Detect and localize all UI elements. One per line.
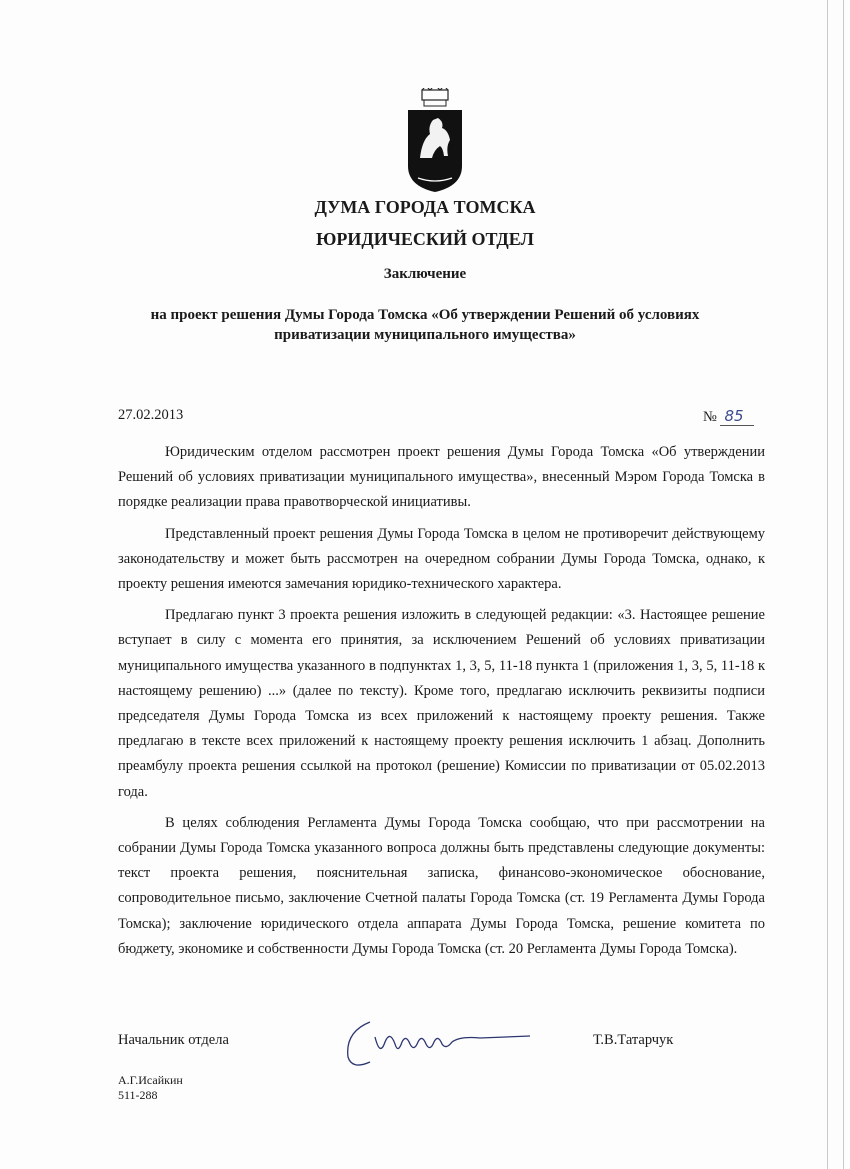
scan-edge-line bbox=[843, 0, 844, 1169]
number-value: 85 bbox=[720, 407, 753, 426]
signatory-title: Начальник отдела bbox=[118, 1032, 229, 1048]
executor-phone: 511-288 bbox=[118, 1088, 158, 1102]
document-body bbox=[118, 440, 765, 968]
body-paragraph: В целях соблюдения Регламента Думы Города Томска сообщаю, что при рассмотрении на собрании Думы Города Томска указанного вопроса должны быть представлены следующие документы: текст проекта решения, пояснительная записка, финансово-экономическое обоснование, сопроводительное письмо, заключение Счетной палаты Города Томска (ст. 19 Регламента Думы Города Томска); заключение юридического отдела аппарата Думы Города Томска, решение комитета по бюджету, экономике и собственности Думы Города Томска (ст. 20 Регламента Думы Города Томска). bbox=[118, 814, 765, 957]
body-paragraph: Представленный проект решения Думы Города Томска в целом не противоречит действующему законодательству и может быть рассмотрен на очередном собрании Думы Города Томска, однако, к проекту решения имеются замечания юридико-технического характера. bbox=[118, 525, 765, 593]
document-number bbox=[703, 407, 754, 426]
scan-edge-line bbox=[827, 0, 828, 1169]
number-label: № bbox=[703, 409, 717, 425]
document-type: Заключение bbox=[383, 266, 467, 282]
subject-line: на проект решения Думы Города Томска «Об утверждении Решений об условиях bbox=[150, 307, 700, 323]
subject-line: приватизации муниципального имущества» bbox=[274, 327, 576, 343]
signatory-name: Т.В.Татарчук bbox=[593, 1032, 674, 1048]
org-title: ДУМА ГОРОДА ТОМСКА bbox=[314, 197, 536, 217]
body-paragraph: Предлагаю пункт 3 проекта решения изложить в следующей редакции: «3. Настоящее решение вступает в силу с момента его принятия, за исключением Решений об условиях приватизации муниципального имущества указанного в подпунктах 1, 3, 5, 11-18 пункта 1 (приложения 1, 3, 5, 11-18 к настоящему решению) ...» (далее по тексту). Кроме того, предлагаю исключить реквизиты подписи председателя Думы Города Томска из всех приложений к настоящему проекту решения. Также предлагаю в тексте всех приложений к настоящему проекту решения исключить 1 абзац. Дополнить преамбулу проекта решения ссылкой на протокол (решение) Комиссии по приватизации от 05.02.2013 года. bbox=[118, 607, 765, 800]
tomsk-coat-of-arms-icon bbox=[400, 88, 470, 198]
handwritten-signature bbox=[340, 1012, 540, 1072]
document-subject bbox=[0, 305, 850, 345]
department-title: ЮРИДИЧЕСКИЙ ОТДЕЛ bbox=[316, 229, 534, 249]
executor-name: А.Г.Исайкин bbox=[118, 1073, 183, 1087]
body-paragraph: Юридическим отделом рассмотрен проект решения Думы Города Томска «Об утверждении Решений об условиях приватизации муниципального имущества», внесенный Мэром Города Томска в порядке реализации права правотворческой инициативы. bbox=[118, 444, 765, 511]
document-date: 27.02.2013 bbox=[118, 407, 184, 423]
